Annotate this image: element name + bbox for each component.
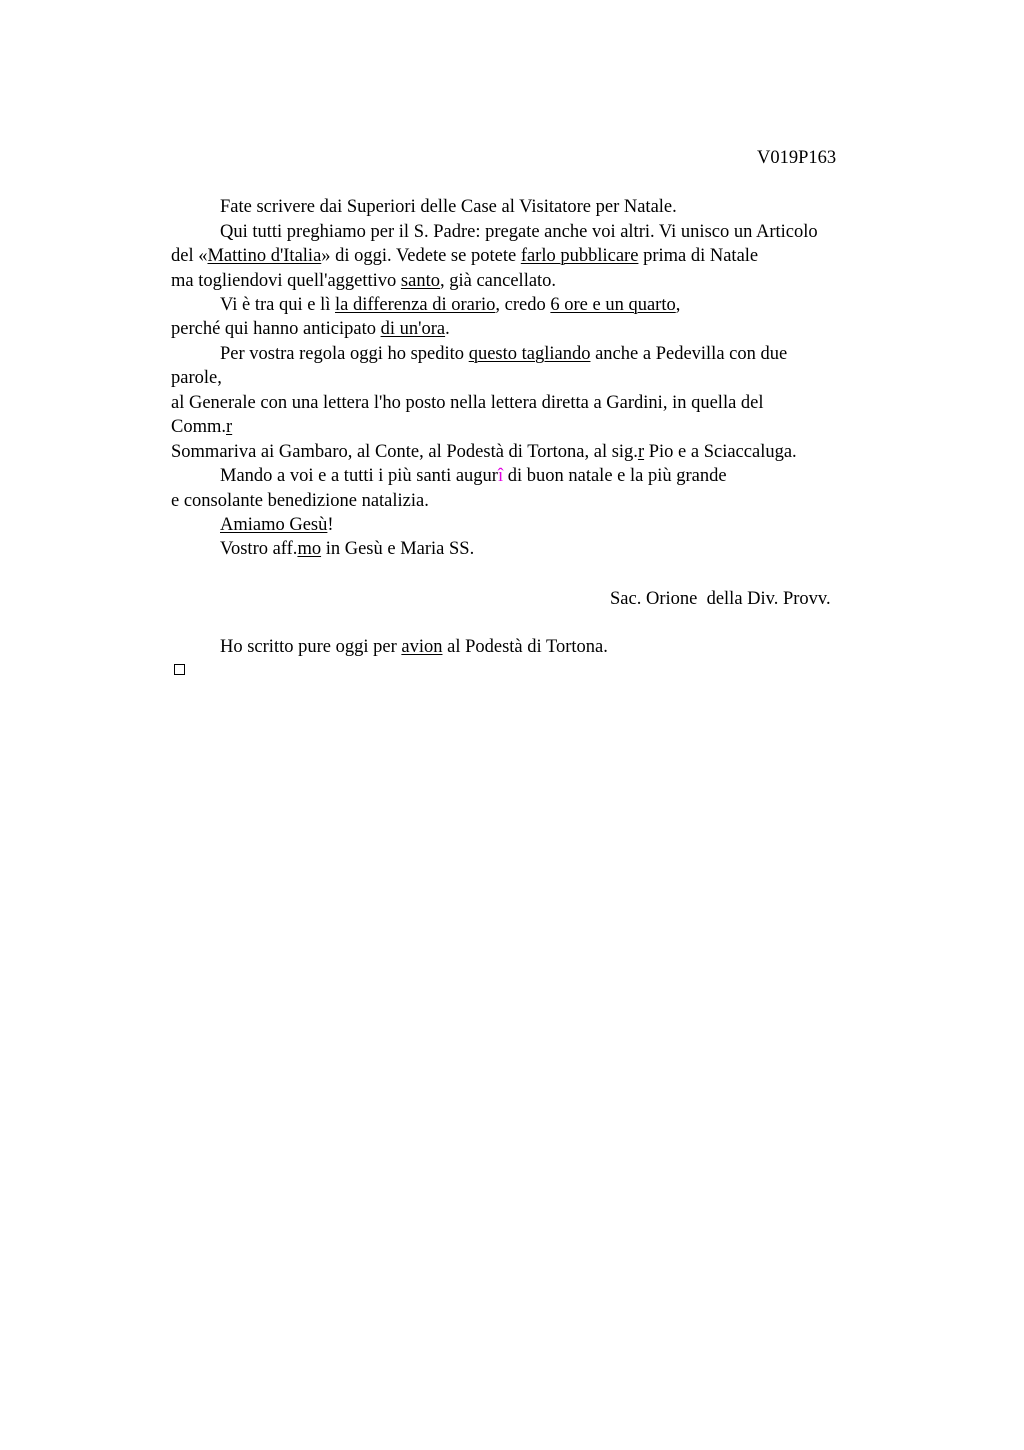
text-segment: del «	[171, 246, 208, 266]
text-segment: anche a Pedevilla con due	[590, 344, 788, 364]
text-segment: prima di Natale	[638, 246, 759, 266]
underlined-text: Amiamo Gesù	[220, 515, 328, 535]
letter-line	[171, 441, 797, 463]
letter-line	[220, 343, 787, 365]
text-segment: Vostro aff.	[220, 539, 298, 559]
underlined-text: 6 ore e un quarto	[550, 295, 676, 315]
end-marker-box-icon	[174, 664, 185, 675]
letter-line: Fate scrivere dai Superiori delle Case al Visitatore per Natale.	[220, 197, 677, 217]
letter-line	[171, 245, 758, 267]
letter-line: parole,	[171, 368, 222, 388]
text-segment: Pio e a Sciaccaluga.	[644, 442, 797, 462]
letter-line: al Generale con una lettera l'ho posto nella lettera diretta a Gardini, in quella del	[171, 393, 764, 413]
letter-line: Qui tutti preghiamo per il S. Padre: pregate anche voi altri. Vi unisco un Articolo	[220, 222, 818, 242]
letter-line	[220, 465, 727, 487]
postscript-line	[220, 636, 608, 658]
text-segment: perché qui hanno anticipato	[171, 319, 381, 339]
text-segment: di buon natale e la più grande	[503, 466, 727, 486]
text-segment: .	[445, 319, 450, 339]
underlined-text: di un'ora	[380, 319, 446, 339]
text-segment: ,	[675, 295, 681, 315]
letter-line	[171, 318, 450, 340]
letter-line	[220, 294, 680, 316]
text-segment: in Gesù e Maria SS.	[321, 539, 475, 559]
underlined-text: la differenza di orario	[335, 295, 496, 315]
text-segment: , credo	[495, 295, 551, 315]
letter-line: e consolante benedizione natalizia.	[171, 491, 429, 511]
text-segment: ma togliendovi quell'aggettivo	[171, 271, 401, 291]
text-segment: Sommariva ai Gambaro, al Conte, al Podestà di Tortona, al sig.	[171, 442, 638, 462]
text-segment: Per vostra regola oggi ho spedito	[220, 344, 469, 364]
underlined-text: avion	[401, 637, 443, 657]
text-segment: Ho scritto pure oggi per	[220, 637, 402, 657]
underlined-text: r	[637, 442, 645, 462]
text-segment: » di oggi. Vedete se potete	[321, 246, 521, 266]
page-id: V019P163	[757, 148, 837, 168]
underlined-text: Mattino d'Italia	[207, 246, 322, 266]
letter-line	[220, 538, 474, 560]
underlined-text: mo	[297, 539, 322, 559]
text-segment: Comm.	[171, 417, 226, 437]
text-segment: Vi è tra qui e lì	[220, 295, 335, 315]
text-segment: , già cancellato.	[439, 271, 557, 291]
underlined-text: farlo pubblicare	[520, 246, 639, 266]
letter-line	[171, 270, 556, 292]
highlighted-char: î	[497, 466, 504, 486]
text-segment: !	[327, 515, 334, 535]
letter-line	[171, 416, 232, 438]
underlined-text: santo	[400, 271, 440, 291]
signature: Sac. Orione della Div. Provv.	[610, 589, 831, 609]
letter-line	[220, 514, 334, 536]
underlined-text: r	[226, 417, 233, 437]
text-segment: al Podestà di Tortona.	[442, 637, 608, 657]
text-segment: Mando a voi e a tutti i più santi augur	[220, 466, 498, 486]
underlined-text: questo tagliando	[468, 344, 591, 364]
